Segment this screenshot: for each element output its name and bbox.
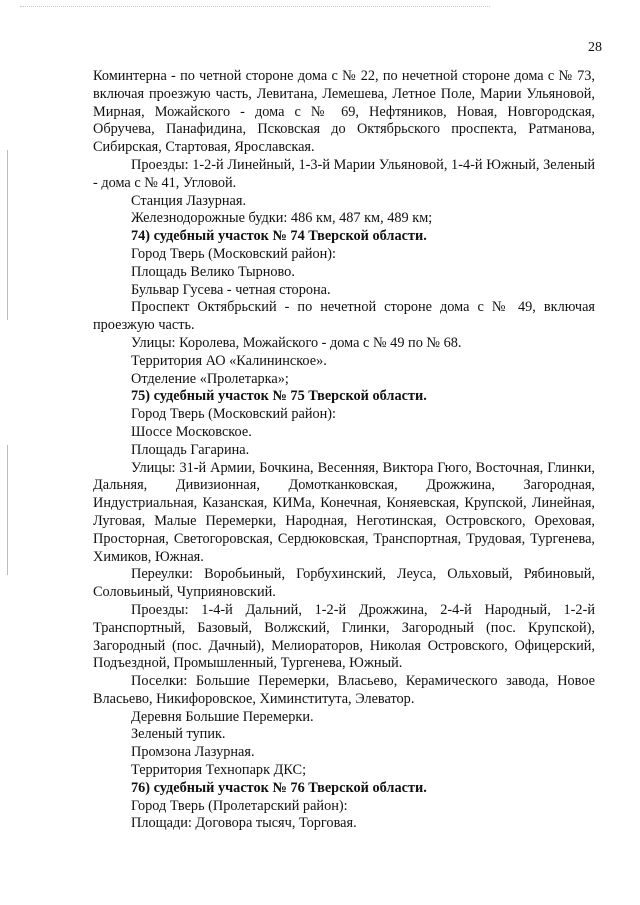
paragraph: Город Тверь (Пролетарский район): <box>131 797 348 814</box>
paragraph: Железнодорожные будки: 486 км, 487 км, 489 км; <box>131 210 433 227</box>
scan-noise-line <box>20 6 490 7</box>
paragraph: Город Тверь (Московский район): <box>131 245 337 262</box>
paragraph: Переулки: Воробьиный, Горбухинский, Леуса, Ольховый, Рябиновый, Соловьиный, Чуприяновский. <box>93 566 595 601</box>
paragraph: Площадь Велико Тырново. <box>131 263 295 280</box>
scan-margin-mark <box>7 150 8 320</box>
paragraph: Площадь Гагарина. <box>131 441 250 458</box>
paragraph: Проезды: 1-2-й Линейный, 1-3-й Марии Ульяновой, 1-4-й Южный, Зеленый - дома с № 41, Угловой. <box>93 156 595 191</box>
section-heading: 74) судебный участок № 74 Тверской области. <box>131 228 427 245</box>
scan-margin-mark <box>7 445 8 575</box>
section-heading: 76) судебный участок № 76 Тверской области. <box>131 779 427 796</box>
paragraph: Город Тверь (Московский район): <box>131 406 337 423</box>
paragraph: Бульвар Гусева - четная сторона. <box>131 281 331 298</box>
paragraph: Промзона Лазурная. <box>131 744 255 761</box>
section-heading: 75) судебный участок № 75 Тверской области. <box>131 388 427 405</box>
paragraph: Площади: Договора тысяч, Торговая. <box>131 815 357 832</box>
paragraph: Территория Технопарк ДКС; <box>131 762 307 779</box>
paragraph: Проспект Октябрьский - по нечетной стороне дома с № 49, включая проезжую часть. <box>93 299 595 334</box>
paragraph: Станция Лазурная. <box>131 192 247 209</box>
document-body <box>93 68 595 833</box>
paragraph: Территория АО «Калининское». <box>131 352 327 369</box>
paragraph: Деревня Большие Перемерки. <box>131 708 314 725</box>
page-number: 28 <box>588 40 602 55</box>
paragraph: Шоссе Московское. <box>131 423 252 440</box>
paragraph: Коминтерна - по четной стороне дома с № 22, по нечетной стороне дома с № 73, включая проезжую часть, Левитана, Лемешева, Летное Поле, Марии Ульяновой, Мирная, Можайского - дома с № 69, Нефтяников, Новая, Новгородская, Обручева, Панафидина, Псковская до Октябрьского проспекта, Ратманова, Сибирская, Стартовая, Ярославская. <box>93 68 595 156</box>
paragraph: Проезды: 1-4-й Дальний, 1-2-й Дрожжина, 2-4-й Народный, 1-2-й Транспортный, Базовый, Волжский, Глинки, Загородный (пос. Крупской), Загородный (пос. Дачный), Мелиораторов, Николая Островского, Офицерский, Подъездной, Промышленный, Тургенева, Южный. <box>93 601 595 672</box>
paragraph: Улицы: Королева, Можайского - дома с № 49 по № 68. <box>131 334 462 351</box>
paragraph: Улицы: 31-й Армии, Бочкина, Весенняя, Виктора Гюго, Восточная, Глинки, Дальняя, Дивизионная, Домотканковская, Дрожжина, Загородная, Индустриальная, Казанская, КИМа, Конечная, Коняевская, Крупской, Линейная, Луговая, Малые Перемерки, Народная, Неготинская, Островского, Ореховая, Просторная, Светогоровская, Сердюковская, Транспортная, Трудовая, Тургенева, Химиков, Южная. <box>93 459 595 565</box>
paragraph: Поселки: Большие Перемерки, Власьево, Керамического завода, Новое Власьево, Никифоровское, Химинститута, Элеватор. <box>93 673 595 707</box>
paragraph: Зеленый тупик. <box>131 726 226 743</box>
paragraph: Отделение «Пролетарка»; <box>131 370 289 387</box>
